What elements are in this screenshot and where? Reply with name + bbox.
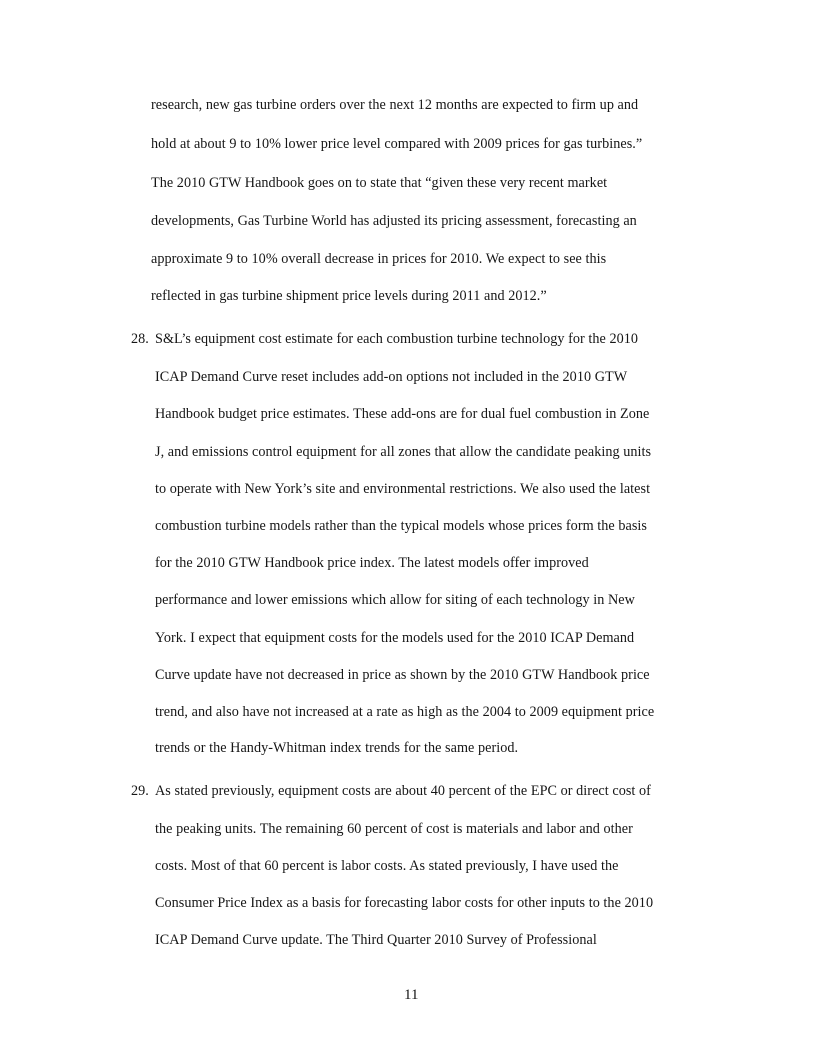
text-line: Curve update have not decreased in price as shown by the 2010 GTW Handbook price [155,667,650,683]
text-line: hold at about 9 to 10% lower price level compared with 2009 prices for gas turbines.” [151,136,643,152]
text-line: J, and emissions control equipment for all zones that allow the candidate peaking units [155,444,652,460]
text-line: ICAP Demand Curve reset includes add-on options not included in the 2010 GTW [155,369,628,385]
text-line: trend, and also have not increased at a rate as high as the 2004 to 2009 equipment price [155,704,655,720]
text-line: the peaking units. The remaining 60 percent of cost is materials and labor and other [155,821,633,837]
text-line: combustion turbine models rather than the typical models whose prices form the basis [155,518,647,534]
text-line: for the 2010 GTW Handbook price index. The latest models offer improved [155,555,589,571]
text-line: York. I expect that equipment costs for the models used for the 2010 ICAP Demand [155,630,635,646]
text-line: trends or the Handy-Whitman index trends for the same period. [155,740,519,756]
text-line: The 2010 GTW Handbook goes on to state that “given these very recent market [151,175,608,191]
paragraph-number: 28. [131,331,149,347]
text-line: Consumer Price Index as a basis for forecasting labor costs for other inputs to the 2010 [155,895,654,911]
text-line: As stated previously, equipment costs are about 40 percent of the EPC or direct cost of [155,783,651,799]
text-line: approximate 9 to 10% overall decrease in prices for 2010. We expect to see this [151,251,607,267]
text-line: research, new gas turbine orders over the next 12 months are expected to firm up and [151,97,639,113]
text-line: costs. Most of that 60 percent is labor costs. As stated previously, I have used the [155,858,619,874]
page-number: 11 [404,987,419,1003]
text-line: to operate with New York’s site and environmental restrictions. We also used the latest [155,481,651,497]
text-line: developments, Gas Turbine World has adjusted its pricing assessment, forecasting an [151,213,637,229]
paragraph-number: 29. [131,783,149,799]
text-line: Handbook budget price estimates. These add-ons are for dual fuel combustion in Zone [155,406,650,422]
text-line: ICAP Demand Curve update. The Third Quarter 2010 Survey of Professional [155,932,597,948]
text-line: S&L’s equipment cost estimate for each combustion turbine technology for the 2010 [155,331,639,347]
text-line: performance and lower emissions which allow for siting of each technology in New [155,592,635,608]
text-line: reflected in gas turbine shipment price levels during 2011 and 2012.” [151,288,547,304]
